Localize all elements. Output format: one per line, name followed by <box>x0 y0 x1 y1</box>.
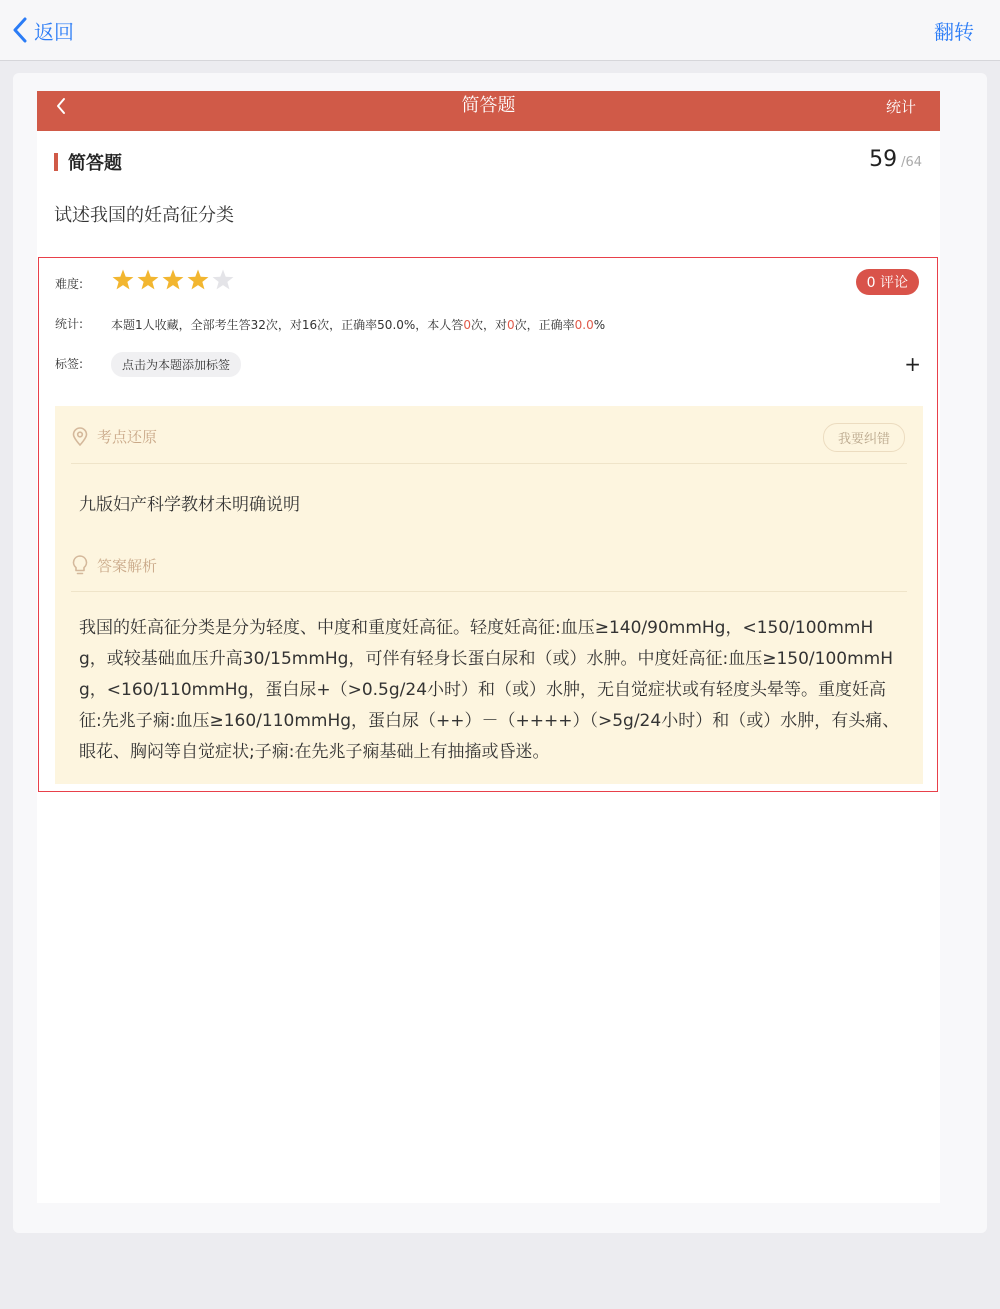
page-header <box>37 91 940 131</box>
stats-part: % <box>593 318 606 332</box>
star-filled-icon <box>186 268 210 292</box>
knowledge-point-header <box>71 426 157 447</box>
page-title: 简答题 <box>461 95 516 116</box>
tag-label: 标签: <box>55 357 84 371</box>
knowledge-point-text: 九版妇产科学教材未明确说明 <box>79 495 300 515</box>
comment-button[interactable]: 0 评论 <box>856 269 919 295</box>
statistics-button[interactable]: 统计 <box>885 98 916 116</box>
top-navigation-bar <box>0 0 1000 61</box>
difficulty-label: 难度: <box>55 277 84 291</box>
back-label: 返回 <box>34 19 74 44</box>
explanation-header <box>71 554 157 576</box>
star-filled-icon <box>136 268 160 292</box>
analysis-card <box>55 406 923 784</box>
answer-panel <box>38 257 938 792</box>
divider <box>71 463 907 464</box>
back-button[interactable] <box>12 14 74 46</box>
star-filled-icon <box>161 268 185 292</box>
my-correct-rate: 0.0 <box>574 318 594 332</box>
knowledge-point-title: 考点还原 <box>97 428 158 446</box>
add-tag-chip[interactable]: 点击为本题添加标签 <box>111 352 241 377</box>
flip-button[interactable]: 翻转 <box>934 20 974 44</box>
question-current-number: 59 <box>869 147 898 172</box>
star-empty-icon <box>211 268 235 292</box>
stats-label: 统计: <box>55 317 84 331</box>
location-pin-icon <box>71 427 89 447</box>
question-type <box>54 149 122 175</box>
question-counter <box>869 147 922 172</box>
question-text: 试述我国的妊高征分类 <box>54 205 234 226</box>
stats-text <box>111 316 605 333</box>
accent-bar <box>54 153 58 171</box>
explanation-title: 答案解析 <box>97 556 158 575</box>
explanation-text: 我国的妊高征分类是分为轻度、中度和重度妊高征。轻度妊高征:血压≥140/90mmHg，<150/100mmHg，或较基础血压升高30/15mmHg，可伴有轻身长蛋白尿和（或）水肿。中度妊高征:血压≥150/100mmHg，<160/110mmHg，蛋白尿+（>0.5g/24小时）和（或）水肿，无自觉症状或有轻度头晕等。重度妊高征:先兆子痫:血压≥160/110mmHg，蛋白尿（++）－（++++）（>5g/24小时）和（或）水肿，有头痛、眼花、胸闷等自觉症状;子痫:在先兆子痫基础上有抽搐或昏迷。 <box>79 618 900 762</box>
stats-part: 次，对 <box>470 318 507 332</box>
divider <box>71 591 907 592</box>
stats-part: 本题1人收藏，全部考生答32次，对16次，正确率50.0%，本人答 <box>111 318 464 332</box>
report-error-button[interactable]: 我要纠错 <box>823 423 905 452</box>
star-filled-icon <box>111 268 135 292</box>
add-tag-plus-button[interactable]: + <box>904 352 921 376</box>
lightbulb-icon <box>71 554 89 576</box>
question-page <box>37 91 940 1203</box>
difficulty-stars <box>111 268 236 292</box>
stats-part: 次，正确率 <box>514 318 575 332</box>
my-answer-count: 0 <box>463 318 471 332</box>
question-total: /64 <box>901 155 922 170</box>
question-type-label: 简答题 <box>68 153 122 174</box>
my-correct-count: 0 <box>506 318 515 332</box>
chevron-left-icon <box>12 17 28 43</box>
